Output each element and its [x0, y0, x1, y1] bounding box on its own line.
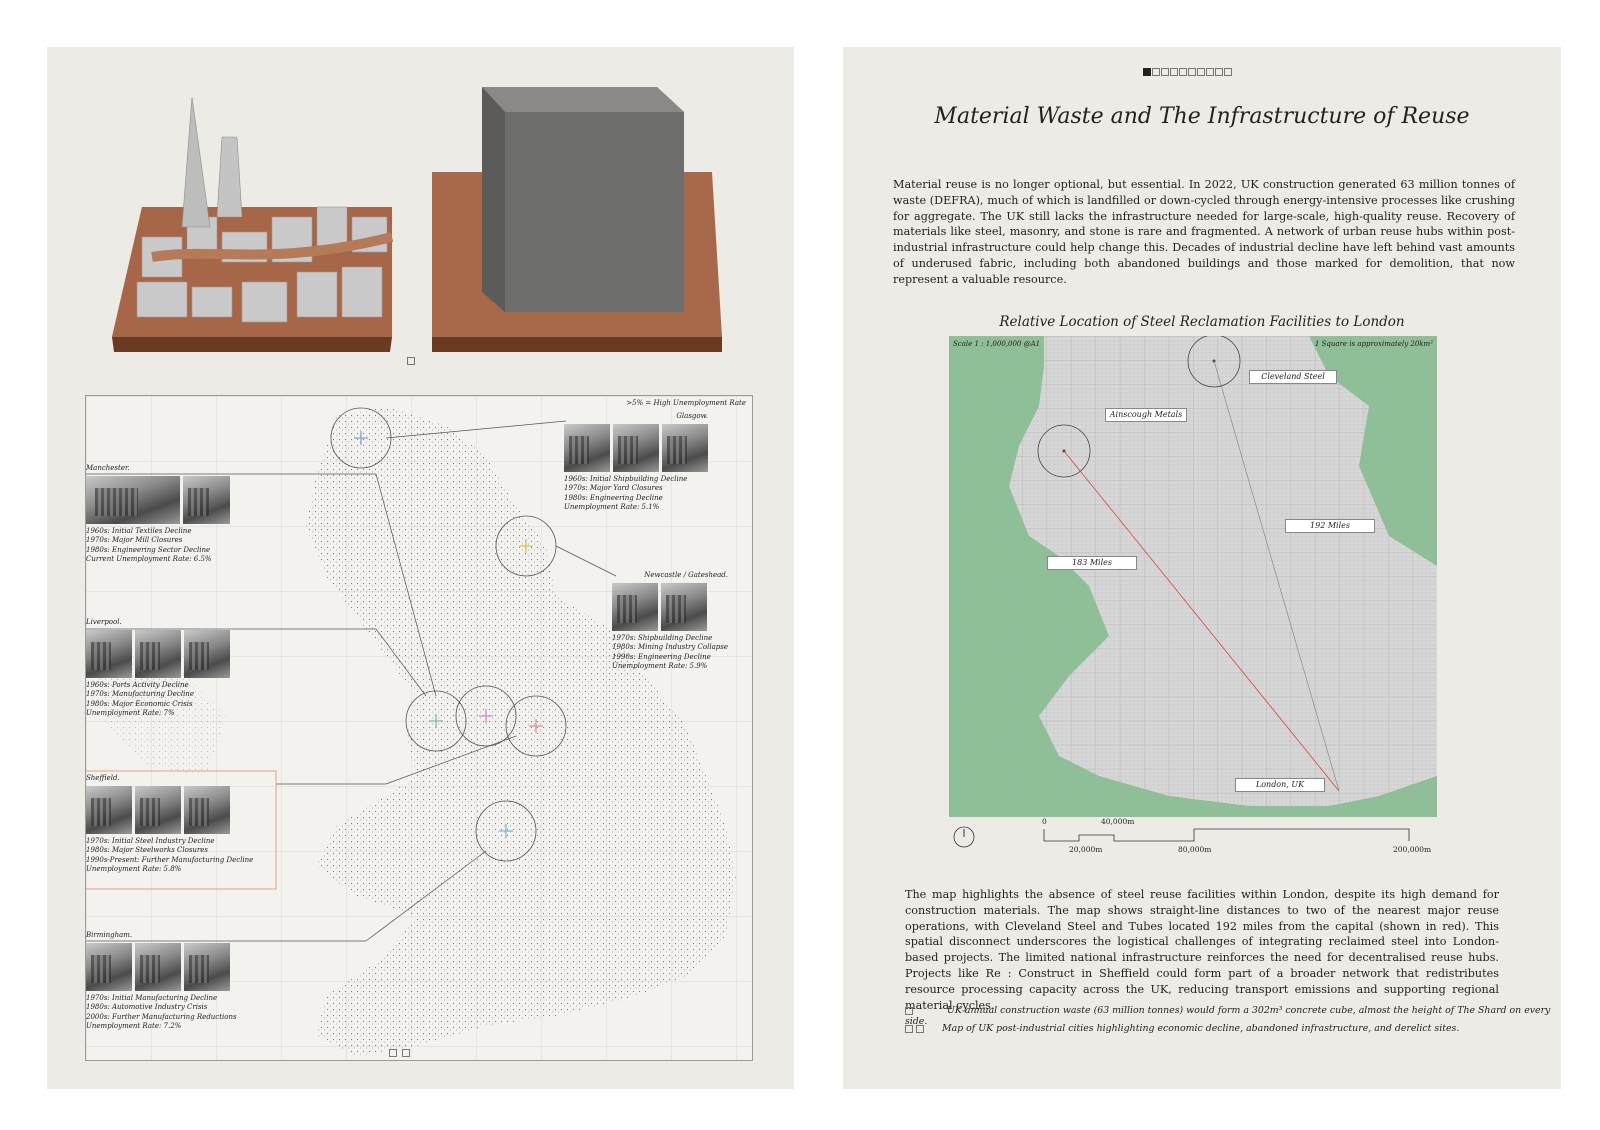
case-photos: [564, 424, 708, 472]
page-dot: [1152, 68, 1160, 76]
case-photo: [564, 424, 610, 472]
scale-tick-200000: 200,000m: [1393, 845, 1432, 854]
page-dot: [1161, 68, 1169, 76]
page-indicator: [1143, 61, 1233, 80]
case-city: Birmingham.: [86, 931, 133, 939]
scale-tick-40000: 40,000m: [1101, 817, 1135, 826]
case-line: 1990s-Present: Further Manufacturing Decline: [86, 855, 254, 864]
map-scale-text: Scale 1 : 1,000,000 @A1: [953, 340, 1041, 348]
case-city: Sheffield.: [86, 774, 120, 782]
case-city: Newcastle / Gateshead.: [644, 571, 728, 579]
label-cleveland-steel: Cleveland Steel: [1249, 370, 1337, 384]
page-dot: [1224, 68, 1232, 76]
case-photo: [183, 476, 230, 524]
case-glasgow: [564, 412, 708, 513]
case-photos: [612, 583, 728, 631]
scale-tick-0: 0: [1042, 817, 1047, 826]
case-photo: [661, 583, 707, 631]
case-line: 1970s: Initial Steel Industry Decline: [86, 836, 215, 845]
case-line: Unemployment Rate: 5.9%: [612, 662, 708, 671]
left-page: [47, 47, 794, 1089]
right-page: [843, 47, 1561, 1089]
case-city: Manchester.: [86, 464, 130, 472]
map-description-paragraph: The map highlights the absence of steel reuse facilities within London, despite its high demand for construction materials. The map shows straight-line distances to two of the nearest major reuse operations, with Cleveland Steel and Tubes located 192 miles from the capital (shown in red). This spatial disconnect underscores the logistical challenges of integrating reclaimed steel into London-based projects. The limited national infrastructure reinforces the need for decentralised reuse hubs. Projects like Re : Construct in Sheffield could form part of a broader network that redistributes resource processing capacity across the UK, reducing transport emissions and supporting regional material cycles.: [905, 888, 1499, 1012]
case-photos: [86, 476, 230, 524]
case-photo: [612, 583, 658, 631]
steel-map-graphic: [949, 336, 1437, 817]
scale-tick-80000: 80,000m: [1178, 845, 1212, 854]
case-line: 1980s: Major Steelworks Closures: [86, 846, 209, 855]
map-title: Relative Location of Steel Reclamation Facilities to London: [999, 314, 1405, 330]
page-dot: [1188, 68, 1196, 76]
case-line: Unemployment Rate: 7%: [86, 709, 175, 718]
case-photo: [613, 424, 659, 472]
case-line: 1970s: Manufacturing Decline: [86, 690, 194, 699]
case-line: Unemployment Rate: 5.8%: [86, 865, 182, 874]
case-line: 1970s: Major Yard Closures: [564, 484, 663, 493]
case-photos: [86, 786, 253, 834]
case-photo: [184, 630, 230, 678]
page-dot: [1215, 68, 1223, 76]
case-city: Liverpool.: [86, 618, 122, 626]
case-line: 1980s: Major Economic Crisis: [86, 699, 193, 708]
caption-marker: [905, 1025, 913, 1033]
caption-text: Map of UK post-industrial cities highlighting economic decline, abandoned infrastructure, and derelict sites.: [941, 1023, 1460, 1034]
case-line: Unemployment Rate: 7.2%: [86, 1022, 182, 1031]
page-dot: [1197, 68, 1205, 76]
case-photo: [135, 630, 181, 678]
case-photo: [184, 943, 230, 991]
intro-paragraph: Material reuse is no longer optional, but essential. In 2022, UK construction generated 63 million tonnes of waste (DEFRA), much of which is landfilled or down-cycled through energy-intensive processes like crushing for aggregate. The UK still lacks the infrastructure needed for large-scale, high-quality reuse. Recovery of materials like steel, masonry, and stone is rare and fragmented. A network of urban reuse hubs within post-industrial infrastructure could help change this. Decades of industrial decline have left behind vast amounts of underused fabric, including both abandoned buildings and those marked for demolition, that now represent a valuable resource.: [893, 178, 1515, 286]
case-photos: [86, 943, 237, 991]
case-photo: [135, 943, 181, 991]
map-square-note: 1 Square is approximately 20km²: [1314, 340, 1433, 348]
case-photo: [86, 630, 132, 678]
case-line: Current Unemployment Rate: 6.5%: [86, 555, 212, 564]
label-183-miles: 183 Miles: [1047, 556, 1137, 570]
case-line: 1960s: Initial Shipbuilding Decline: [564, 474, 688, 483]
case-newcastle: [612, 571, 728, 672]
case-photo: [86, 786, 132, 834]
case-line: 1990s: Engineering Decline: [612, 652, 711, 661]
case-manchester: [86, 464, 230, 565]
page-dot: [1206, 68, 1214, 76]
case-line: 2000s: Further Manufacturing Reductions: [86, 1012, 237, 1021]
scale-bar: [949, 817, 1439, 863]
case-photo: [135, 786, 181, 834]
label-london: London, UK: [1235, 778, 1325, 792]
figure-marker: [407, 350, 415, 369]
case-line: 1980s: Mining Industry Collapse: [612, 643, 728, 652]
page-dot-active: [1143, 68, 1151, 76]
caption-marker: [916, 1025, 924, 1033]
case-birmingham: [86, 931, 237, 1032]
case-liverpool: [86, 618, 230, 719]
scale-bar-graphic: [949, 823, 1439, 863]
page-dot: [1179, 68, 1187, 76]
case-line: 1960s: Initial Textiles Decline: [86, 526, 192, 535]
model-illustrations: [112, 67, 722, 367]
case-photos: [86, 630, 230, 678]
case-line: 1970s: Shipbuilding Decline: [612, 633, 713, 642]
case-line: Unemployment Rate: 5.1%: [564, 503, 660, 512]
case-line: 1980s: Engineering Decline: [564, 493, 663, 502]
figure-marker: [389, 1042, 410, 1061]
caption-map: [905, 1023, 1459, 1034]
uk-industrial-decline-map: [85, 395, 753, 1061]
page-dot: [1170, 68, 1178, 76]
caption-marker: [905, 1007, 913, 1015]
case-line: 1960s: Ports Activity Decline: [86, 680, 189, 689]
steel-reclamation-map: [949, 336, 1437, 817]
case-sheffield: [86, 774, 253, 875]
label-192-miles: 192 Miles: [1285, 519, 1375, 533]
case-line: 1980s: Engineering Sector Decline: [86, 545, 211, 554]
scale-tick-20000: 20,000m: [1069, 845, 1103, 854]
case-photo: [184, 786, 230, 834]
caption-text: UK annual construction waste (63 million tonnes) would form a 302m³ concrete cube, almost the height of The Shard on every side.: [905, 1005, 1551, 1027]
case-city: Glasgow.: [676, 412, 708, 420]
case-photo: [86, 476, 180, 524]
case-line: 1970s: Major Mill Closures: [86, 536, 183, 545]
map-legend: >5% = High Unemployment Rate: [626, 399, 746, 407]
label-ainscough-metals: Ainscough Metals: [1105, 408, 1187, 422]
case-photo: [86, 943, 132, 991]
case-line: 1980s: Automotive Industry Crisis: [86, 1003, 208, 1012]
page-title: Material Waste and The Infrastructure of Reuse: [934, 104, 1470, 129]
city-and-cube-models: [112, 67, 722, 367]
case-line: 1970s: Initial Manufacturing Decline: [86, 993, 218, 1002]
case-photo: [662, 424, 708, 472]
